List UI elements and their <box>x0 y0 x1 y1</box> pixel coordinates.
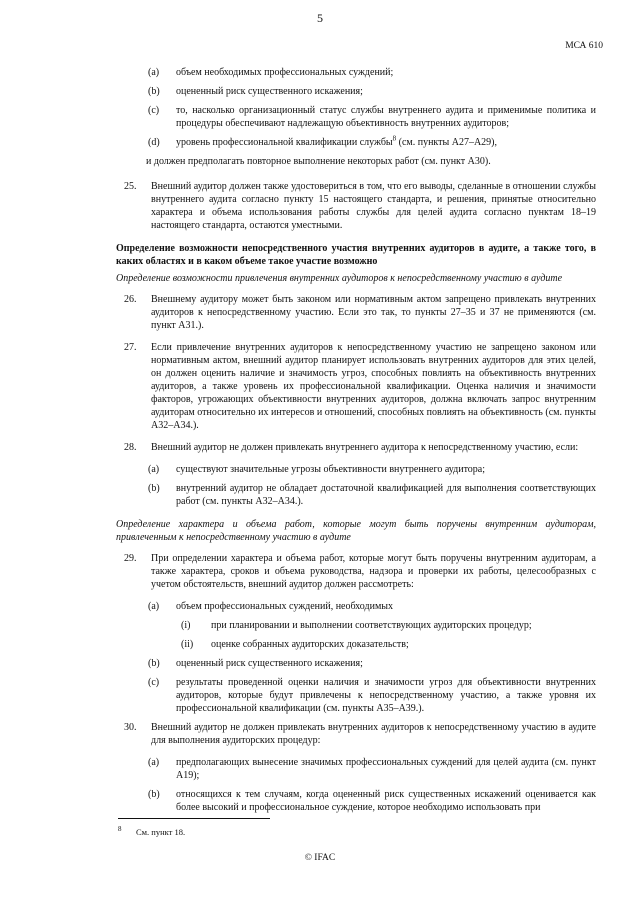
list-item <box>116 756 596 782</box>
list-marker: (b) <box>148 789 160 800</box>
list-marker: (a) <box>148 601 160 612</box>
paragraph-text: Внешнему аудитору может быть законом или нормативным актом запрещено привлекать внутренних аудиторов к непосредственному участию. Если это так, то пункты 27–35 и 37 не применяются (см. пункт A31.). <box>151 294 596 331</box>
list-text: результаты проведенной оценки наличия и значимости угроз для объективности внутренних аудиторов, которые будут привлечены к непосредственному участию, а также уровня их профессиональной квалификации (см. пункты A35–A39.). <box>176 677 596 714</box>
list-marker: (b) <box>148 658 160 669</box>
paragraph-text: Если привлечение внутренних аудиторов к непосредственному участию не запрещено законом или нормативным актом, внешний аудитор планирует использовать внутренних аудиторов для этих целей, он должен оценить наличие и значимость угроз, способных повлиять на объективность внутренних аудиторов, а также уровень их профессиональной квалификации. Оценка наличия и значимости факторов, угрожающих объективности внутренних аудиторов, должна включать запрос внутренним аудиторам относительно их интересов и отношений, способных повлиять на объективность (см. пункты A32–A34.). <box>151 342 596 431</box>
list-text: объем необходимых профессиональных суждений; <box>176 67 394 78</box>
sublist-text: оценке собранных аудиторских доказательств; <box>211 639 409 650</box>
list-marker: (b) <box>148 483 160 494</box>
list-marker: (b) <box>148 86 160 97</box>
list-marker: (c) <box>148 105 160 116</box>
subsection-heading: Определение возможности привлечения внутренних аудиторов к непосредственному участию в аудите <box>116 273 563 284</box>
list-marker: (a) <box>148 464 160 475</box>
list-text: оцененный риск существенного искажения; <box>176 658 363 669</box>
paragraph-number: 30. <box>124 722 137 733</box>
list-text-after: (см. пункты A27–A29), <box>396 137 498 148</box>
list-marker: (a) <box>148 67 160 78</box>
list-item <box>116 66 596 79</box>
subsection-heading: Определение характера и объема работ, которые могут быть поручены внутренним аудиторам, привлеченным к непосредственному участию в аудите <box>116 519 596 543</box>
list-item <box>116 463 596 476</box>
paragraph-number: 26. <box>124 294 137 305</box>
list-text: внутренний аудитор не обладает достаточной квалификацией для выполнения соответствующих работ (см. пункты A32–A34.). <box>176 483 596 507</box>
standard-code: МСА 610 <box>565 41 603 51</box>
list-item <box>116 600 596 613</box>
paragraph-27 <box>116 341 596 432</box>
list-item <box>116 104 596 130</box>
section-heading: Определение возможности непосредственного участия внутренних аудиторов в аудите, а также того, в каких областях и в каком объеме такое участие возможно <box>116 243 596 267</box>
list-marker: (d) <box>148 137 160 148</box>
list-text: существуют значительные угрозы объективности внутреннего аудитора; <box>176 464 486 475</box>
list-text: оцененный риск существенного искажения; <box>176 86 363 97</box>
list-marker: (a) <box>148 757 160 768</box>
footnote-marker <box>118 826 136 839</box>
paragraph-number: 25. <box>124 181 137 192</box>
copyright: © IFAC <box>304 853 336 863</box>
sublist-marker: (i) <box>181 620 191 631</box>
footnote <box>118 826 185 839</box>
footnote-divider <box>118 818 270 819</box>
list-item <box>116 676 596 715</box>
sublist-item <box>116 619 596 632</box>
paragraph-26 <box>116 293 596 332</box>
paragraph-text: Внешний аудитор должен также удостовериться в том, что его выводы, сделанные в отношении службы внутреннего аудита согласно пункту 15 настоящего стандарта, и решения, принятые относительно характера и объема использования работы службы для целей аудита согласно пунктам 18–19 настоящего стандарта, остаются уместными. <box>151 181 596 231</box>
sublist-text: при планировании и выполнении соответствующих аудиторских процедур; <box>211 620 532 631</box>
list-marker: (c) <box>148 677 160 688</box>
list-text: относящихся к тем случаям, когда оцененный риск существенных искажений оценивается как более высокий и профессиональное суждение, которое необходимо использовать при <box>176 789 596 813</box>
footnote-marker-sup: 8 <box>118 825 122 834</box>
list-text: уровень профессиональной квалификации службы <box>176 137 393 148</box>
sublist-item <box>116 638 596 651</box>
paragraph-text: Внешний аудитор не должен привлекать внутренних аудиторов к непосредственному участию в аудите для выполнения аудиторских процедур: <box>151 722 596 746</box>
list-item <box>116 657 596 670</box>
footnote-reference[interactable]: 8 <box>392 134 397 143</box>
list-item <box>116 85 596 98</box>
paragraph-25 <box>116 180 596 232</box>
list-item <box>116 788 596 814</box>
list-item <box>116 482 596 508</box>
list-item <box>116 136 596 149</box>
paragraph-text: При определении характера и объема работ, которые могут быть поручены внутренним аудиторам, а также характера, сроков и объема руководства, надзора и проверки их работы, целесообразных с учетом обстоятельств, внешний аудитор должен рассмотреть: <box>151 553 596 590</box>
paragraph-number: 28. <box>124 442 137 453</box>
paragraph-28 <box>116 441 596 454</box>
list-text: объем профессиональных суждений, необходимых <box>176 601 394 612</box>
paragraph-text: Внешний аудитор не должен привлекать внутреннего аудитора к непосредственному участию, если: <box>151 442 579 453</box>
sublist-marker: (ii) <box>181 639 194 650</box>
paragraph-30 <box>116 721 596 747</box>
list-text: то, насколько организационный статус службы внутреннего аудита и применимые политика и процедуры обеспечивают надлежащую объективность внутренних аудиторов; <box>176 105 596 129</box>
list-text: предполагающих вынесение значимых профессиональных суждений для целей аудита (см. пункт A19); <box>176 757 596 781</box>
footnote-text: См. пункт 18. <box>136 827 186 837</box>
page-content <box>116 66 596 820</box>
paragraph-29 <box>116 552 596 591</box>
page-number: 5 <box>317 11 323 25</box>
continuation-text: и должен предполагать повторное выполнение некоторых работ (см. пункт A30). <box>146 156 491 167</box>
paragraph-number: 27. <box>124 342 137 353</box>
paragraph-number: 29. <box>124 553 137 564</box>
